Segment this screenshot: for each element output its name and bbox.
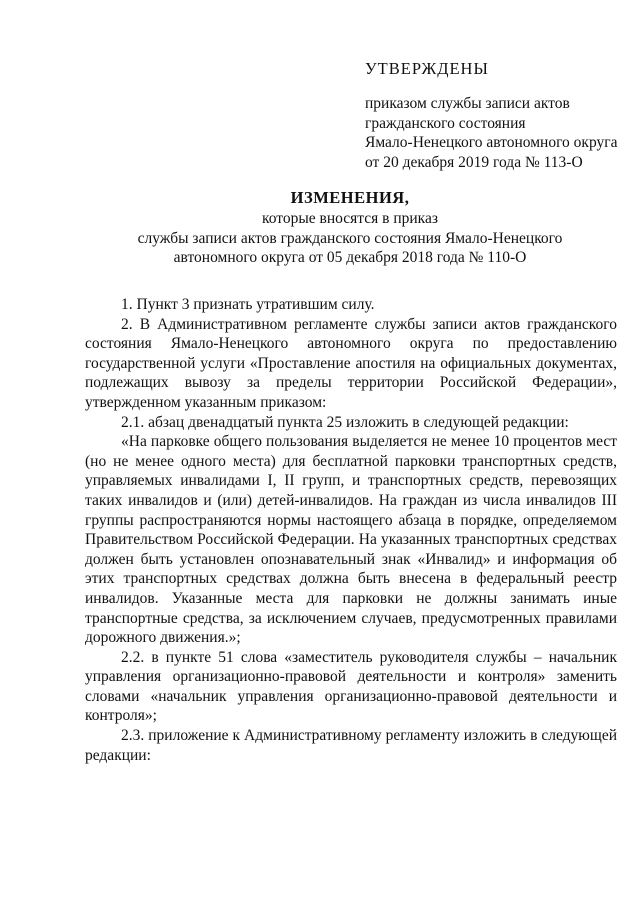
paragraph-item-2-2: 2.2. в пункте 51 слова «заместитель руководителя службы – начальник управления организационно-правовой деятельности и контроля» заменить словами «начальник управления организационно-правовой деятельности и контроля»; [85,648,617,725]
paragraph-item-2: 2. В Административном регламенте службы записи актов гражданского состояния Ямало-Ненецкого автономного округа по предоставлению государственной услуги «Проставление апостиля на официальных документах, подлежащих вывозу за пределы территории Российской Федерации», утвержденном указанным приказом: [85,315,617,411]
approval-line: от 20 декабря 2019 года № 113-О [365,153,583,171]
approval-block [365,58,625,172]
paragraph-item-1: 1. Пункт 3 признать утратившим силу. [121,296,375,313]
document-body [85,295,617,765]
document-subtitle-line: которые вносятся в приказ [262,210,438,227]
document-title: ИЗМЕНЕНИЯ, [290,188,410,207]
approval-line: приказом службы записи актов [365,95,570,112]
document-subtitle-line: службы записи актов гражданского состояния Ямало-Ненецкого [137,229,563,247]
document-subtitle-line: автономного округа от 05 декабря 2018 года № 110-О [173,249,527,266]
approval-heading: УТВЕРЖДЕНЫ [365,59,489,78]
document-title-block [80,187,620,268]
approval-line: гражданского состояния [365,114,526,132]
paragraph-quote: «На парковке общего пользования выделяется не менее 10 процентов мест (но не менее одного места) для бесплатной парковки транспортных средств, управляемых инвалидами I, II групп, и транспортных средств, перевозящих таких инвалидов и (или) детей-инвалидов. На граждан из числа инвалидов III группы распространяются нормы настоящего абзаца в порядке, определяемом Правительством Российской Федерации. На указанных транспортных средствах должен быть установлен опознавательный знак «Инвалид» и информация об этих транспортных средствах должна быть внесена в федеральный реестр инвалидов. Указанные места для парковки не должны занимать иные транспортные средства, за исключением случаев, предусмотренных правилами дорожного движения.»; [85,433,617,647]
paragraph-item-2-3: 2.3. приложение к Административному регламенту изложить в следующей редакции: [85,727,617,764]
approval-line: Ямало-Ненецкого автономного округа [365,134,618,151]
paragraph-item-2-1: 2.1. абзац двенадцатый пункта 25 изложить в следующей редакции: [121,413,569,431]
